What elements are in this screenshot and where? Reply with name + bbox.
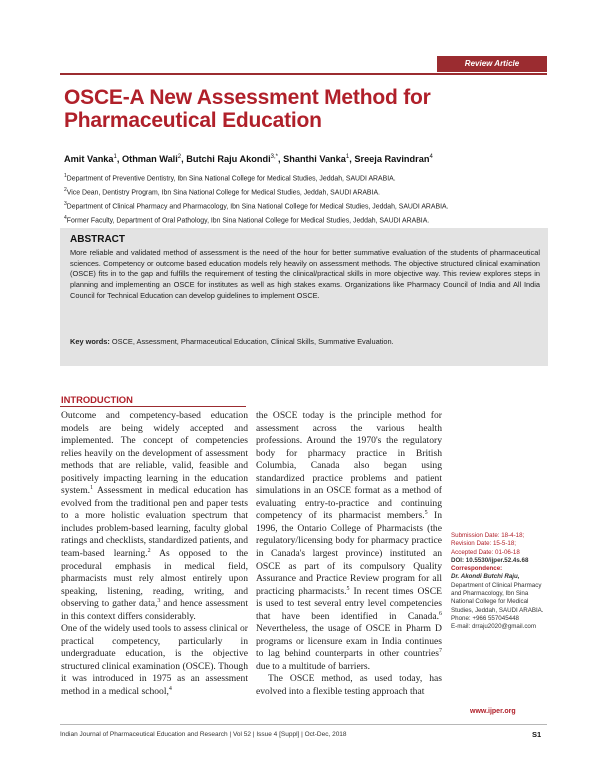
body-column-2 (256, 410, 442, 699)
page-number: S1 (532, 730, 542, 739)
footer-rule (60, 724, 547, 725)
author-affiliation-marker: 2 (177, 154, 182, 160)
doi[interactable]: DOI: 10.5530/ijper.52.4s.68 (451, 556, 529, 564)
keywords-text: OSCE, Assessment, Pharmaceutical Education, Clinical Skills, Summative Evaluation. (111, 337, 394, 346)
abstract-heading: ABSTRACT (70, 234, 125, 245)
author-list (64, 154, 544, 164)
keywords-label: Key words: (70, 337, 110, 346)
author-affiliation-marker: 4 (429, 154, 433, 160)
author-separator: , (116, 154, 122, 165)
author-separator: , (181, 154, 187, 165)
author-separator: , (349, 154, 355, 165)
correspondence-address: Department of Clinical Pharmacy and Pharmacology, Ibn Sina National College for Medical Studies, Jeddah, SAUDI ARABIA. (451, 581, 544, 614)
correspondence-email[interactable]: E-mail: drraju2020@gmail.com (451, 623, 537, 631)
author-name: Amit Vanka (64, 154, 114, 165)
author-separator: , (277, 154, 284, 165)
correspondence-label: Correspondence: (451, 565, 503, 573)
affiliation-line: $^1$Department of Preventive Dentistry, Ibn Sina National College for Medical Studies, Jeddah, SAUDI ARABIA. (64, 173, 396, 183)
correspondence-phone: Phone: +966 557045448 (451, 614, 519, 622)
body-column-1 (61, 410, 248, 699)
article-title: OSCE-A New Assessment Method for Pharmaceutical Education (64, 86, 431, 132)
keywords (70, 337, 540, 348)
author-name: Othman Wali (121, 154, 178, 165)
affiliations (64, 171, 554, 227)
paragraph: The OSCE method, as used today, has evolved into a flexible testing approach that (256, 673, 442, 698)
author-name: Butchi Raju Akondi (186, 154, 271, 165)
accepted-date: Accepted Date: 01-06-18 (451, 548, 520, 556)
paragraph: the OSCE today is the principle method for assessment across the various health professions. Around the 1970's the regulatory body for pharmacy practice in British Columbia, Canada also began using standardized practice problems and patient simulations in an OSCE format as a method of evaluating entry-to-practice and continuing competency of its pharmacist members.$^5$ In 1996, the Ontario College of Pharmacists (the regulatory/licensing body for pharmacy practice in Canada's largest province) instituted an OSCE as part of its compulsory Quality Assurance and Practice Review program for all practicing pharmacists.$^5$ In recent times OSCE is used to test several entry level competencies that have been identified in Canada.$^6$ Nevertheless, the usage of OSCE in Pharm D programs or licensure exam in India continues to lag behind counterparts in other countries$^7$ due to a multitude of barriers. (256, 410, 443, 672)
journal-website-link[interactable]: www.ijper.org (470, 708, 516, 715)
footer-journal-line: Indian Journal of Pharmaceutical Education and Research | Vol 52 | Issue 4 [Suppl] | Oct-Dec, 2018 (60, 731, 347, 738)
abstract-text: More reliable and validated method of assessment is the need of the hour for better summative evaluation of the students of pharmaceutical sciences. Competency or outcome based education models rely heavily on assessment methods. The objective structured clinical examination (OSCE) fits in to the gap and fulfills the requirement of testing the clinical/practical skills in more objective way. This review explores steps in planning and implementing an OSCE for institutes as well as high stakes exams. Organizations like Pharmacy Council of India and All India Council for Technical Education can develop guidelines to implement OSCE. (70, 248, 540, 300)
introduction-rule (60, 406, 246, 407)
abstract-box (60, 228, 548, 366)
revision-date: Revision Date: 15-5-18; (451, 540, 517, 548)
affiliation-line: $^3$Department of Clinical Pharmacy and Pharmacology, Ibn Sina National College for Medical Studies, Jeddah, SAUDI ARABIA. (64, 200, 449, 211)
author-affiliation-marker: 1 (345, 154, 350, 160)
author-name: Shanthi Vanka (283, 154, 346, 165)
article-type-tag: Review Article (437, 56, 547, 72)
paragraph: Outcome and competency-based education models are being widely accepted and implemented. The concept of competencies relies heavily on the development of assessment methods that are reliable, valid, feasible and positively impacting learning in the education system.$^1$ Assessment in medical education has evolved from the traditional pen and paper tests to a more holistic evaluation spectrum that includes problem-based learning, faculty global ratings and checklists, standardized patients, and team-based learning.$^2$ As opposed to the procedural emphasis in medical field, pharmacists must rely almost entirely upon speaking, listening, reading, writing, and observing to gather data,$^3$ and hence assessment in this context differs considerably. (61, 410, 248, 622)
header-rule (60, 73, 547, 75)
author-name: Sreeja Ravindran (354, 154, 430, 165)
paragraph: One of the widely used tools to assess clinical or practical competency, particularly in undergraduate education, is the objective structured clinical examination (OSCE). Though it was introduced in 1975 as an assessment method in a medical school,$^4$ (61, 623, 248, 698)
introduction-heading: INTRODUCTION (61, 394, 133, 405)
correspondence-name: Dr. Akondi Butchi Raju, (451, 573, 520, 581)
submission-date: Submission Date: 18-4-18; (451, 532, 525, 539)
author-affiliation-marker: 3,* (270, 154, 278, 160)
affiliation-line: $^4$Former Faculty, Department of Oral Pathology, Ibn Sina National College for Medical Studies, Jeddah, SAUDI ARABIA. (64, 214, 430, 224)
affiliation-line: $^2$Vice Dean, Dentistry Program, Ibn Sina National College for Medical Studies, Jeddah, SAUDI ARABIA. (64, 186, 380, 197)
article-info-sidebar (451, 532, 546, 632)
author-affiliation-marker: 1 (113, 154, 117, 160)
